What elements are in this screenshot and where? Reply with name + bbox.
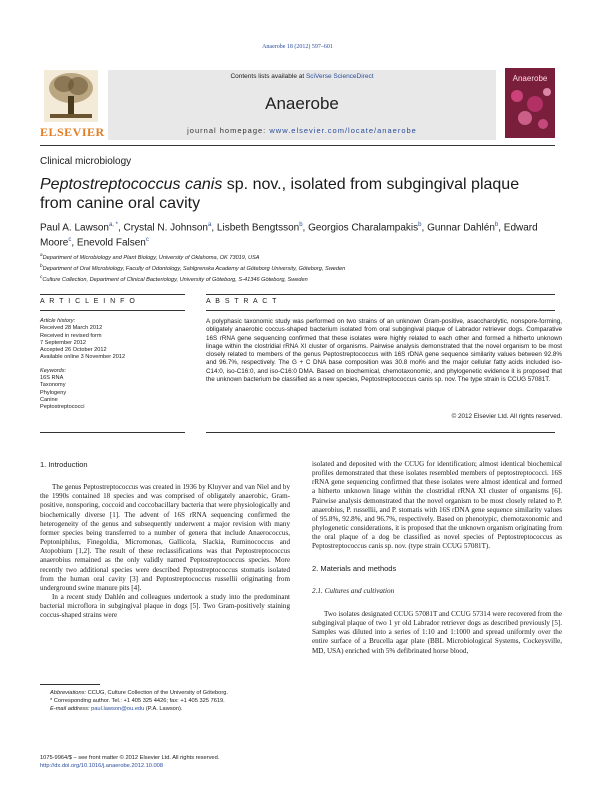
abstract-copyright: © 2012 Elsevier Ltd. All rights reserved. <box>451 413 562 420</box>
contents-prefix: Contents lists available at <box>230 73 306 80</box>
cover-title: Anaerobe <box>512 74 548 83</box>
author-affiliation-marker[interactable]: b <box>299 222 303 228</box>
history-label: Article history: <box>40 318 76 324</box>
footnotes <box>50 689 280 713</box>
right-column <box>312 460 562 656</box>
author-separator: , <box>498 222 504 234</box>
author-separator: , <box>302 222 309 234</box>
keyword: Taxonomy <box>40 382 66 389</box>
homepage-prefix: journal homepage: <box>187 126 270 135</box>
author-name[interactable]: Gunnar Dahlén <box>427 222 495 234</box>
header-rule <box>40 145 555 146</box>
article-category: Clinical microbiology <box>40 156 132 167</box>
homepage-link[interactable]: www.elsevier.com/locate/anaerobe <box>269 126 417 135</box>
abstract-subrule <box>206 310 555 311</box>
intro-paragraph-2: In a recent study Dahlén and colleagues undertook a study into the predominant bacterial microflora in subgingival plaque in dogs [5]. Two Gram-positively staining coccus-shaped strains were <box>40 593 290 620</box>
keyword: Canine <box>40 396 58 403</box>
journal-cover-thumbnail[interactable] <box>505 68 555 138</box>
article-title <box>40 175 555 213</box>
title-rest: sp. nov., isolated from subgingival plaque from canine oral cavity <box>40 176 520 212</box>
issn-line: 1075-9964/$ – see front matter © 2012 Elsevier Ltd. All rights reserved. <box>40 755 220 761</box>
author-name[interactable]: Enevold Falsen <box>76 237 146 249</box>
affiliation-line <box>40 273 555 284</box>
affiliation-line <box>40 262 555 273</box>
author-separator: , <box>211 222 217 234</box>
elsevier-logo[interactable] <box>40 70 105 142</box>
history-entry: Received in revised form <box>40 332 102 339</box>
author-separator: , <box>117 222 124 234</box>
author-affiliation-marker[interactable]: c <box>145 237 149 244</box>
author-name[interactable]: Paul A. Lawson <box>40 222 109 234</box>
info-subrule <box>40 310 185 311</box>
abbreviations-text: CCUG, Culture Collection of the University of Göteborg. <box>86 690 228 696</box>
history-list <box>40 325 185 361</box>
introduction-heading: 1. Introduction <box>40 460 88 469</box>
left-column <box>40 460 290 621</box>
methods-subheading: 2.1. Cultures and cultivation <box>312 586 395 595</box>
author-separator: , <box>421 222 428 234</box>
history-entry: Accepted 26 October 2012 <box>40 347 107 354</box>
history-entry: 7 September 2012 <box>40 339 87 346</box>
email-link[interactable]: paul.lawson@ou.edu <box>91 706 145 712</box>
elsevier-tree-icon <box>44 70 98 122</box>
abstract-rule <box>206 294 555 295</box>
email-label: E-mail address: <box>50 706 90 712</box>
affiliation-text: Culture Collection, Department of Clinical Bacteriology, University of Göteborg, S-41346 Göteborg, Sweden <box>42 276 308 283</box>
author-affiliation-marker[interactable]: b <box>418 222 422 228</box>
author-affiliation-marker[interactable]: a <box>208 222 212 228</box>
keyword: 16S RNA <box>40 375 64 382</box>
corresponding-author-note: * Corresponding author. Tel.: +1 405 325 4426; fax: +1 405 325 7619. <box>50 698 225 704</box>
publisher-logo-text: ELSEVIER <box>40 125 105 139</box>
doi-link[interactable]: http://dx.doi.org/10.1016/j.anaerobe.2012.10.008 <box>40 763 164 769</box>
abstract-bottom-rule <box>206 432 555 433</box>
info-bottom-rule <box>40 432 185 433</box>
author-name[interactable]: Edward Moore <box>40 222 538 249</box>
affiliations <box>40 251 555 284</box>
history-entry: Received 28 March 2012 <box>40 325 103 332</box>
title-genus: Peptostreptococcus <box>40 176 185 193</box>
affiliation-text: Department of Microbiology and Plant Biology, University of Oklahoma, OK 73019, USA <box>42 254 260 261</box>
history-entry: Available online 3 November 2012 <box>40 354 126 361</box>
abstract-text: A polyphasic taxonomic study was performed on two strains of an unknown Gram-positive, asaccharolytic, nonspore-forming, obligately anaerobic coccus-shaped bacterium isolated from oral subgingival plaque of Labrador retriever dogs. Comparative 16S rRNA gene sequencing confirmed that these isolates were highly related to each other and formed a hitherto unknown linage within the clostridial rRNA XI cluster of organisms. Pairwise analysis demonstrated that the novel organism to be most closely related to members of the genus Peptostreptococcus with 16S rDNA gene sequence similarity values between 92.8% and 96.7%, respectively. The G + C DNA base composition was 30.8 mol% and the major cellular fatty acids included iso-C14:0, iso-C16:0, and iso-C16:0 DMA. Based on biochemical, chemotaxonomic, and phylogenetic evidence it is proposed that the unknown bacterium be classified as a new species, Peptostreptococcus canis sp. nov. The type strain is CCUG 57081T. <box>206 318 562 384</box>
author-affiliation-marker[interactable]: c <box>68 237 72 244</box>
article-info-heading: A R T I C L E I N F O <box>40 298 137 305</box>
keywords-label: Keywords: <box>40 367 67 374</box>
keywords-list <box>40 375 185 411</box>
title-species: canis <box>184 176 223 193</box>
affiliation-marker: b <box>40 263 43 269</box>
info-rule <box>40 294 185 295</box>
intro-paragraph-continued: isolated and deposited with the CCUG for identification; almost identical biochemical profiles demonstrated that these isolates resembled members of peptostreptococci. 16S rRNA gene sequencing confirmed that these isolates were almost identical and formed a hitherto unknown linage within the clostridial rRNA XI cluster of organisms [6]. Pairwise analysis demonstrated that the novel organism to be most closely related to P. anaerobius, P. russellii, and P. stomatis with 16S rDNA gene sequence similarity values of 95.8%, 92.8%, and 96.7%, respectively. Based on phenotypic, chemotaxonomic and phylogenetic considerations, it is proposed that the unknown organism originating from the oral plaque of a dog be classified as novel species of Peptostreptococcus as Peptostreptococcus canis sp. nov. (type strain CCUG 57081T). <box>312 460 562 551</box>
sciverse-link[interactable]: SciVerse ScienceDirect <box>305 73 374 80</box>
affiliation-line <box>40 251 555 262</box>
affiliation-marker: a <box>40 252 43 257</box>
author-name[interactable]: Crystal N. Johnson <box>123 222 208 234</box>
email-suffix: (P.A. Lawson). <box>144 706 183 712</box>
email-note <box>50 705 280 713</box>
affiliation-marker: c <box>40 274 43 280</box>
methods-paragraph-1: Two isolates designated CCUG 57081T and CCUG 57314 were recovered from the subgingival plaque of two 1 yr old Labrador retriever dogs as described previously [5]. Samples was diluted into a series of 1:10 and 1:1000 and spread uniformly over the entire surface of a Brucella agar plate (BBL Microbiological Systems, Cockeysville, MD, USA) enriched with 5% defibrinated horse blood, <box>312 609 562 655</box>
author-list <box>40 219 560 250</box>
journal-header <box>40 70 555 142</box>
author-name[interactable]: Lisbeth Bengtsson <box>216 222 300 234</box>
journal-banner <box>108 70 496 140</box>
author-name[interactable]: Georgios Charalampakis <box>308 222 419 234</box>
author-affiliation-marker[interactable]: b <box>494 222 499 228</box>
intro-paragraph-1: The genus Peptostreptococcus was created in 1936 by Kluyver and van Niel and by the 1990s contained 18 species and was comprised of obligately anaerobic, Gram-positive, nonsporing, coccoid and coccobacillary bacteria that were physiologically and biochemically diverse [1]. The advent of 16S rRNA sequencing confirmed the heterogeneity of the genus and subsequently underwent a major revision with many former species being transferred to a number of genera that include Anaerococcus, Peptoniphilus, Finegoldia, Micromonas, Gallicola, Slackia, Ruminococcus and Atopobium [1,2]. The result of these reclassifications was that Peptostreptococcus anaerobius remained as the only validly named Peptostreptococcus species. More recently two additional species were described Peptostreptococcus stomatis isolated from the human oral cavity [3] and Peptostreptococcus russellii originating from underground swine manure pits [4]. <box>40 483 290 592</box>
contents-line <box>108 73 496 80</box>
journal-citation[interactable]: Anaerobe 18 (2012) 597–601 <box>262 44 333 50</box>
cover-art-icon <box>505 68 555 138</box>
keyword: Peptostreptococci <box>40 404 85 411</box>
affiliation-text: Department of Oral Microbiology, Faculty of Odontology, Sahlgrenska Academy at Göteborg University, Göteborg, Sweden <box>42 265 346 272</box>
footnote-rule <box>40 684 100 685</box>
author-separator: , <box>71 237 77 249</box>
front-matter <box>40 754 280 770</box>
author-affiliation-marker[interactable]: a, * <box>108 222 118 228</box>
methods-heading: 2. Materials and methods <box>312 563 397 573</box>
abbreviations-note <box>50 689 280 697</box>
journal-homepage <box>108 126 496 135</box>
keyword: Phylogeny <box>40 389 67 396</box>
abbreviations-label: Abbreviations: <box>50 690 87 696</box>
journal-name: Anaerobe <box>265 94 339 113</box>
article-info <box>40 318 185 412</box>
abstract-heading: A B S T R A C T <box>206 298 278 305</box>
